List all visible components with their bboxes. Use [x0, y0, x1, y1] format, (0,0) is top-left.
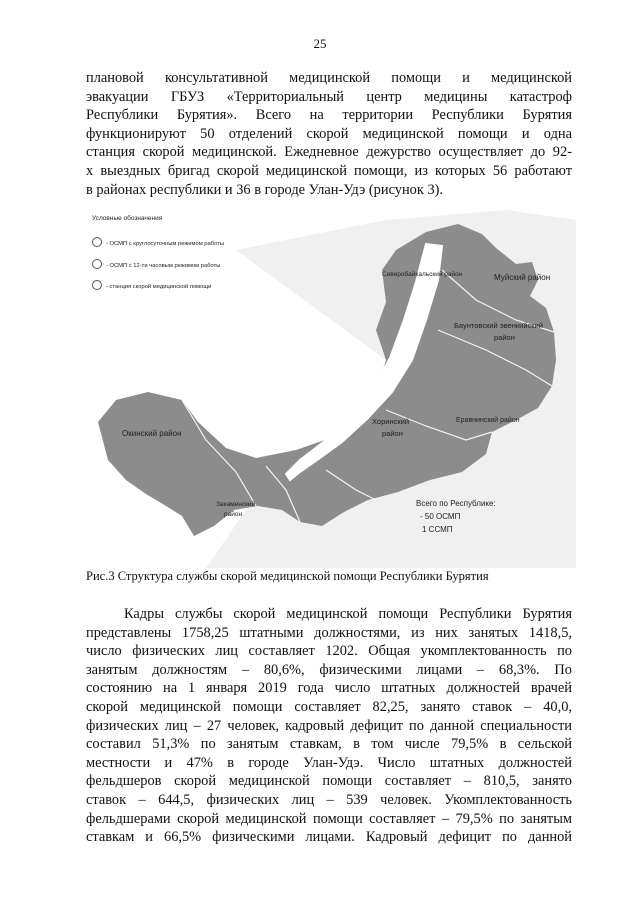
- label-zakamensky: Закаменский: [216, 501, 256, 508]
- summary-ssmp: 1 ССМП: [422, 525, 453, 534]
- label-bauntovsky: район: [494, 333, 515, 342]
- figure-caption: Рис.3 Структура службы скорой медицинской помощи Республики Бурятия: [86, 569, 489, 583]
- page-number: 25: [313, 36, 327, 51]
- text-line: в районах республики и 36 в городе Улан-Удэ (рисунок 3).: [86, 181, 444, 198]
- label-khorinsky: Хоринский: [372, 417, 410, 426]
- text-line: фельдшеров скорой медицинской помощи составляет – 810,5, занято: [86, 773, 572, 790]
- map-figure: [86, 210, 576, 568]
- text-line: Республики Бурятия». Всего на территории Республики Бурятия: [86, 107, 572, 124]
- label-severobaikalsky: Северобайкальский район: [382, 271, 463, 278]
- paragraph-staff: [86, 605, 572, 847]
- legend-item: - ОСМП с 12-ти часовым режимом работы: [106, 263, 221, 269]
- text-line: ставкам и 66,5% физическими лицами. Кадровый дефицит по данной: [86, 829, 572, 846]
- label-bauntovsky: Баунтовский эвенкийский: [454, 321, 543, 330]
- buryatia-map: [86, 210, 576, 568]
- legend-title: Условные обозначения: [92, 215, 163, 222]
- text-line: скорой медицинской помощи составляет 82,25, занято ставок – 40,0,: [86, 698, 572, 715]
- legend-item: - ОСМП с круглосуточным режимом работы: [106, 241, 224, 247]
- text-line: х выездных бригад скорой медицинской помощи, из которых 56 работают: [86, 162, 572, 179]
- text-line: представлены 1758,25 штатными должностями, из них занятых 1418,5,: [86, 624, 572, 641]
- text-line: число физических лиц составляет 1202. Общая укомплектованность по: [86, 643, 572, 660]
- legend-12h-icon: [93, 260, 102, 269]
- text-line: составил 51,3% по занятым ставкам, в том числе 79,5% в сельской: [86, 736, 572, 753]
- text-line: фельдшерами скорой медицинской помощи составляет – 79,5% по занятым: [86, 810, 572, 827]
- text-line: ставок – 644,5, физических лиц – 539 человек. Укомплектованность: [86, 791, 572, 808]
- label-muisky: Муйский район: [494, 273, 551, 282]
- label-zakamensky: район: [224, 511, 243, 518]
- text-line: плановой консультативной медицинской помощи и медицинской: [86, 70, 572, 86]
- text-line: местности и 47% в городе Улан-Удэ. Число штатных должностей: [86, 754, 572, 771]
- paragraph-intro: [86, 69, 572, 199]
- legend-station-icon: [93, 281, 102, 290]
- label-okinsky: Окинский район: [122, 429, 182, 438]
- text-line: состоянию на 1 января 2019 года число штатных должностей врачей: [86, 680, 572, 697]
- text-line: эвакуации ГБУЗ «Территориальный центр медицины катастроф: [86, 88, 572, 105]
- text-line: физических лиц – 27 человек, кадровый дефицит по данной специальности: [86, 717, 572, 734]
- text-line: занятым должностям – 80,6%, физическими лицами – 68,3%. По: [86, 661, 572, 678]
- text-line: функционируют 50 отделений скорой медицинской помощи и одна: [86, 125, 572, 142]
- legend-item: - станция скорой медицинской помощи: [106, 284, 212, 290]
- label-khorinsky: район: [382, 429, 403, 438]
- summary-osmp: - 50 ОСМП: [420, 512, 461, 521]
- text-line: станция скорой медицинской. Ежедневное дежурство осуществляет до 92-: [86, 144, 572, 161]
- legend-round-clock-icon: [93, 238, 102, 247]
- label-eravninsky: Еравнинский район: [456, 417, 520, 424]
- summary-title: Всего по Республике:: [416, 499, 496, 508]
- text-line: Кадры службы скорой медицинской помощи Республики Бурятия: [124, 606, 572, 622]
